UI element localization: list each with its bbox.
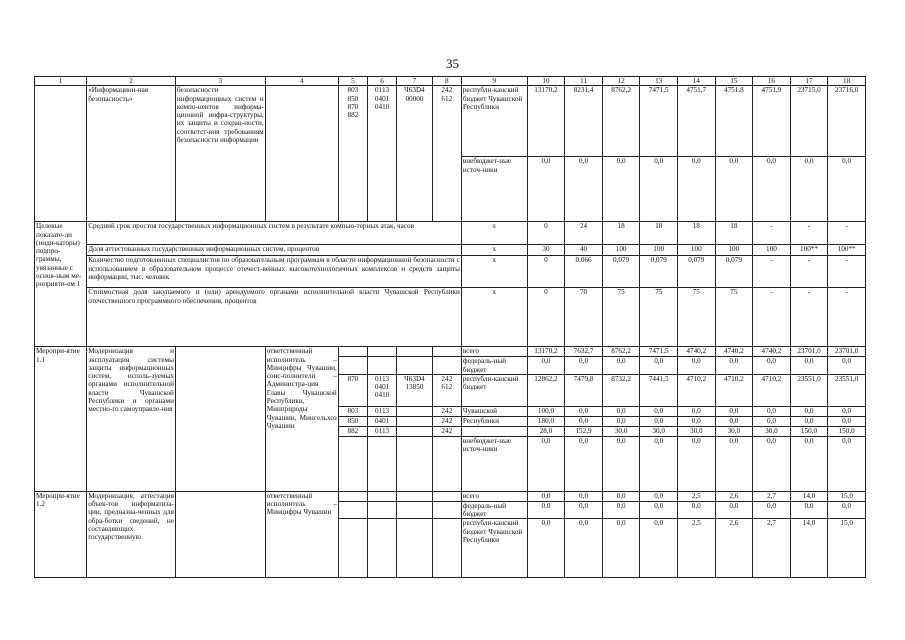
empty-cell: [35, 86, 87, 222]
target-marker: x: [461, 288, 527, 347]
code-section: [367, 501, 396, 519]
target-value: 75: [640, 288, 678, 347]
value-cell: 0,0: [565, 357, 603, 375]
value-cell: 0,0: [790, 406, 828, 416]
event-executor: ответственный исполнитель – Минцифры Чувашии, соис-полнители – Администра-ция Главы Чувашской Республики, Минприроды Чувашии, Минсельхоз Чувашии: [265, 347, 338, 492]
funding-source: всего: [461, 491, 527, 501]
code-section: 0401: [367, 416, 396, 426]
code-grbs: 803 850 870 882: [338, 86, 367, 222]
column-header: 16: [753, 77, 791, 86]
target-text: Стоимостная доля закупаемого и (или) арендуемого органами исполнительной власти Чувашской Республики отечественного программного обеспечения, процентов: [87, 288, 462, 347]
target-value: 100: [602, 245, 640, 256]
code-target: [397, 357, 432, 375]
target-marker: x: [461, 256, 527, 288]
value-cell: 4740,2: [677, 347, 715, 357]
code-expense: [432, 357, 461, 375]
value-cell: 13170,2: [527, 86, 565, 157]
value-cell: 0,0: [677, 501, 715, 519]
column-header: 10: [527, 77, 565, 86]
targets-label: Целевые показате-ли (инди-каторы) подпро-граммы, увязанные с основ-ным ме-роприяти-ем 1: [35, 222, 87, 347]
value-cell: 4740,2: [715, 347, 753, 357]
code-grbs: [338, 347, 367, 357]
value-cell: 14,0: [790, 491, 828, 501]
target-value: 0: [527, 256, 565, 288]
funding-source: [461, 426, 527, 436]
value-cell: 7479,8: [565, 374, 603, 406]
code-expense: 242: [432, 426, 461, 436]
value-cell: 8762,2: [602, 347, 640, 357]
target-value: -: [790, 256, 828, 288]
code-target: [397, 347, 432, 357]
target-value: -: [828, 256, 866, 288]
value-cell: 8732,2: [602, 374, 640, 406]
value-cell: 0,0: [565, 436, 603, 491]
code-target: [397, 501, 432, 519]
target-row: [35, 256, 866, 288]
code-grbs: 870: [338, 374, 367, 406]
value-cell: 30,0: [715, 426, 753, 436]
target-value: -: [828, 222, 866, 245]
value-cell: 7441,5: [640, 374, 678, 406]
value-cell: 15,0: [828, 491, 866, 501]
target-value: 100**: [790, 245, 828, 256]
code-expense: 242 612: [432, 374, 461, 406]
code-grbs: [338, 501, 367, 519]
value-cell: 13170,2: [527, 347, 565, 357]
value-cell: 0,0: [527, 157, 565, 222]
value-cell: 0,0: [790, 501, 828, 519]
code-target: [397, 426, 432, 436]
value-cell: 8231,4: [565, 86, 603, 157]
value-cell: 23551,0: [828, 374, 866, 406]
funding-source: федераль-ный бюджет: [461, 501, 527, 519]
column-header: 17: [790, 77, 828, 86]
value-cell: 0,0: [753, 157, 791, 222]
value-cell: 100,0: [527, 406, 565, 416]
value-cell: 0,0: [527, 357, 565, 375]
column-header: 13: [640, 77, 678, 86]
column-header: 4: [265, 77, 338, 86]
target-value: 0,079: [677, 256, 715, 288]
column-header: 3: [175, 77, 265, 86]
code-expense: [432, 436, 461, 491]
event-number: Меропри-ятие 1.2: [35, 491, 87, 578]
value-cell: 23551,0: [790, 374, 828, 406]
value-cell: 0,0: [640, 157, 678, 222]
code-target: [397, 406, 432, 416]
value-cell: 0,0: [828, 357, 866, 375]
target-value: 70: [565, 288, 603, 347]
value-cell: 8762,2: [602, 86, 640, 157]
target-value: 75: [715, 288, 753, 347]
value-cell: 0,0: [677, 416, 715, 426]
value-cell: 4740,2: [753, 347, 791, 357]
value-cell: 0,0: [715, 436, 753, 491]
target-value: 0,079: [715, 256, 753, 288]
column-header: 12: [602, 77, 640, 86]
value-cell: 0,0: [715, 157, 753, 222]
value-cell: 0,0: [602, 406, 640, 416]
value-cell: 12862,2: [527, 374, 565, 406]
code-grbs: 882: [338, 426, 367, 436]
code-target: Ч63D4 00000: [397, 86, 432, 222]
target-marker: x: [461, 245, 527, 256]
value-cell: 0,0: [828, 157, 866, 222]
table-row: [35, 86, 866, 157]
target-row: [35, 288, 866, 347]
target-value: -: [790, 222, 828, 245]
target-value: -: [753, 256, 791, 288]
value-cell: 0,0: [527, 501, 565, 519]
empty-cell: [265, 86, 338, 222]
code-grbs: [338, 519, 367, 578]
value-cell: 0,0: [715, 501, 753, 519]
column-header: 11: [565, 77, 603, 86]
value-cell: 0,0: [790, 436, 828, 491]
value-cell: 0,0: [677, 436, 715, 491]
code-target: [397, 519, 432, 578]
event-number: Меропри-ятие 1.1: [35, 347, 87, 492]
value-cell: 0,0: [828, 436, 866, 491]
value-cell: 2,7: [753, 519, 791, 578]
value-cell: 0,0: [565, 406, 603, 416]
target-text: Доля аттестованных государственных информационных систем, процентов: [87, 245, 462, 256]
target-value: -: [790, 288, 828, 347]
code-section: [367, 491, 396, 501]
value-cell: 150,0: [828, 426, 866, 436]
target-value: -: [828, 288, 866, 347]
value-cell: 2,6: [715, 519, 753, 578]
event-name: Модернизация и эксплуатация системы защиты информационных систем, исполь-зуемых органами исполнительной власти Чувашской Республики и органами местно-го самоуправле-ния: [87, 347, 176, 492]
target-value: 100: [640, 245, 678, 256]
target-text: Количество подготовленных специалистов по образовательным программам в области информационной безопасности с использованием в образовательном процессе отечест-венных высокотехнологичных комплексов и средств защиты информации, тыс. человек: [87, 256, 462, 288]
code-grbs: [338, 357, 367, 375]
target-value: 18: [602, 222, 640, 245]
value-cell: 0,0: [640, 416, 678, 426]
funding-source: федераль-ный бюджет: [461, 357, 527, 375]
value-cell: 4751,7: [677, 86, 715, 157]
value-cell: 14,0: [790, 519, 828, 578]
funding-source: внебюджет-ные источ-ники: [461, 436, 527, 491]
funding-source: республи-канский бюджет Чувашской Республики: [461, 519, 527, 578]
value-cell: 2,6: [715, 491, 753, 501]
value-cell: 0,0: [790, 357, 828, 375]
code-target: [397, 436, 432, 491]
value-cell: 0,0: [640, 519, 678, 578]
value-cell: 2,5: [677, 491, 715, 501]
table-row: [35, 347, 866, 357]
column-header: 8: [432, 77, 461, 86]
target-value: 0,066: [565, 256, 603, 288]
code-section: 0113 0401 0410: [367, 374, 396, 406]
value-cell: 4751,8: [715, 86, 753, 157]
target-value: 24: [565, 222, 603, 245]
value-cell: 2,5: [677, 519, 715, 578]
value-cell: 0,0: [640, 436, 678, 491]
target-value: 18: [715, 222, 753, 245]
target-value: -: [753, 288, 791, 347]
code-section: [367, 357, 396, 375]
funding-source: всего: [461, 347, 527, 357]
value-cell: 0,0: [640, 406, 678, 416]
value-cell: 0,0: [753, 501, 791, 519]
column-header: 9: [461, 77, 527, 86]
column-header: 5: [338, 77, 367, 86]
funding-source: республи-канский бюджет Чувашской Республики: [461, 86, 527, 157]
code-expense: [432, 519, 461, 578]
code-expense: [432, 501, 461, 519]
target-marker: x: [461, 222, 527, 245]
value-cell: 0,0: [640, 357, 678, 375]
value-cell: 0,0: [753, 416, 791, 426]
target-value: 100: [677, 245, 715, 256]
event-description: безопасности информационных систем и компо-нентов информа-ционной инфра-структуры, их защиты и сохран-ности, соответст-вия требованиям безопасности информации: [175, 86, 265, 222]
code-expense: 242 612: [432, 86, 461, 222]
value-cell: 0,0: [640, 491, 678, 501]
value-cell: 4710,2: [677, 374, 715, 406]
value-cell: 0,0: [753, 406, 791, 416]
empty-cell: [175, 491, 265, 578]
target-row: [35, 222, 866, 245]
target-value: 0,079: [640, 256, 678, 288]
value-cell: 0,0: [565, 501, 603, 519]
column-header: 15: [715, 77, 753, 86]
event-name: Модернизация, аттестация объек-тов информатиза-ции, предназна-ченных для обра-ботки сведений, не составляющих государственную: [87, 491, 176, 578]
target-value: 100: [753, 245, 791, 256]
code-grbs: 803: [338, 406, 367, 416]
code-section: [367, 347, 396, 357]
value-cell: 0,0: [677, 157, 715, 222]
value-cell: 15,0: [828, 519, 866, 578]
event-executor: ответственный исполнитель – Минцифры Чувашии: [265, 491, 338, 578]
funding-source: внебюджет-ные источ-ники: [461, 157, 527, 222]
target-row: [35, 245, 866, 256]
value-cell: 0,0: [565, 157, 603, 222]
target-value: 18: [640, 222, 678, 245]
value-cell: 0,0: [715, 406, 753, 416]
code-section: [367, 519, 396, 578]
value-cell: 23715,0: [790, 86, 828, 157]
funding-source: Чувашской: [461, 406, 527, 416]
value-cell: 0,0: [715, 357, 753, 375]
value-cell: 0,0: [602, 501, 640, 519]
target-value: 40: [565, 245, 603, 256]
value-cell: 0,0: [790, 416, 828, 426]
value-cell: 0,0: [828, 416, 866, 426]
target-value: -: [753, 222, 791, 245]
table-row: [35, 491, 866, 501]
value-cell: 30,0: [677, 426, 715, 436]
value-cell: 0,0: [790, 157, 828, 222]
value-cell: 0,0: [602, 157, 640, 222]
code-grbs: [338, 436, 367, 491]
value-cell: 30,0: [753, 426, 791, 436]
code-section: [367, 436, 396, 491]
value-cell: 152,9: [565, 426, 603, 436]
target-value: 100: [715, 245, 753, 256]
column-header: 2: [87, 77, 176, 86]
code-expense: 242: [432, 416, 461, 426]
target-value: 0,079: [602, 256, 640, 288]
target-value: 0: [527, 288, 565, 347]
code-grbs: 850: [338, 416, 367, 426]
value-cell: 0,0: [527, 519, 565, 578]
value-cell: 0,0: [828, 501, 866, 519]
value-cell: 0,0: [602, 491, 640, 501]
value-cell: 23701,0: [828, 347, 866, 357]
value-cell: 7471,5: [640, 347, 678, 357]
value-cell: 23716,0: [828, 86, 866, 157]
value-cell: 7471,5: [640, 86, 678, 157]
code-section: 0113: [367, 406, 396, 416]
value-cell: 28,0: [527, 426, 565, 436]
value-cell: 2,7: [753, 491, 791, 501]
value-cell: 0,0: [602, 519, 640, 578]
code-target: [397, 416, 432, 426]
target-text: Средний срок простоя государственных информационных систем в результате компью-терных атак, часов: [87, 222, 462, 245]
value-cell: 4710,2: [715, 374, 753, 406]
header-row: [35, 77, 866, 86]
code-target: Ч63D4 13850: [397, 374, 432, 406]
column-header: 14: [677, 77, 715, 86]
value-cell: 0,0: [602, 357, 640, 375]
value-cell: 0,0: [753, 357, 791, 375]
code-expense: [432, 347, 461, 357]
page-number: 35: [446, 56, 459, 71]
value-cell: 0,0: [753, 436, 791, 491]
column-header: 1: [35, 77, 87, 86]
column-header: 18: [828, 77, 866, 86]
value-cell: 30,0: [602, 426, 640, 436]
value-cell: 0,0: [640, 501, 678, 519]
value-cell: 0,0: [828, 406, 866, 416]
value-cell: 4751,9: [753, 86, 791, 157]
value-cell: 0,0: [527, 436, 565, 491]
code-expense: [432, 491, 461, 501]
column-header: 7: [397, 77, 432, 86]
code-expense: 242: [432, 406, 461, 416]
funding-source: республи-канский бюджет: [461, 374, 527, 406]
event-name: «Информацион-ная безопасность»: [87, 86, 176, 222]
value-cell: 0,0: [715, 416, 753, 426]
value-cell: 0,0: [677, 357, 715, 375]
value-cell: 150,0: [790, 426, 828, 436]
value-cell: 0,0: [565, 519, 603, 578]
column-header: 6: [367, 77, 396, 86]
value-cell: 4710,2: [753, 374, 791, 406]
value-cell: 0,0: [677, 406, 715, 416]
value-cell: 0,0: [602, 436, 640, 491]
target-value: 30: [527, 245, 565, 256]
code-section: 0113: [367, 426, 396, 436]
target-value: 75: [602, 288, 640, 347]
value-cell: 30,0: [640, 426, 678, 436]
target-value: 0: [527, 222, 565, 245]
value-cell: 23701,0: [790, 347, 828, 357]
value-cell: 0,0: [565, 491, 603, 501]
target-value: 100**: [828, 245, 866, 256]
code-target: [397, 491, 432, 501]
code-grbs: [338, 491, 367, 501]
code-section: 0113 0401 0410: [367, 86, 396, 222]
empty-cell: [175, 347, 265, 492]
value-cell: 0,0: [565, 416, 603, 426]
target-value: 75: [677, 288, 715, 347]
program-table: [34, 76, 866, 578]
value-cell: 180,0: [527, 416, 565, 426]
value-cell: 7632,7: [565, 347, 603, 357]
funding-source: Республики: [461, 416, 527, 426]
value-cell: 0,0: [527, 491, 565, 501]
target-value: 18: [677, 222, 715, 245]
value-cell: 0,0: [602, 416, 640, 426]
